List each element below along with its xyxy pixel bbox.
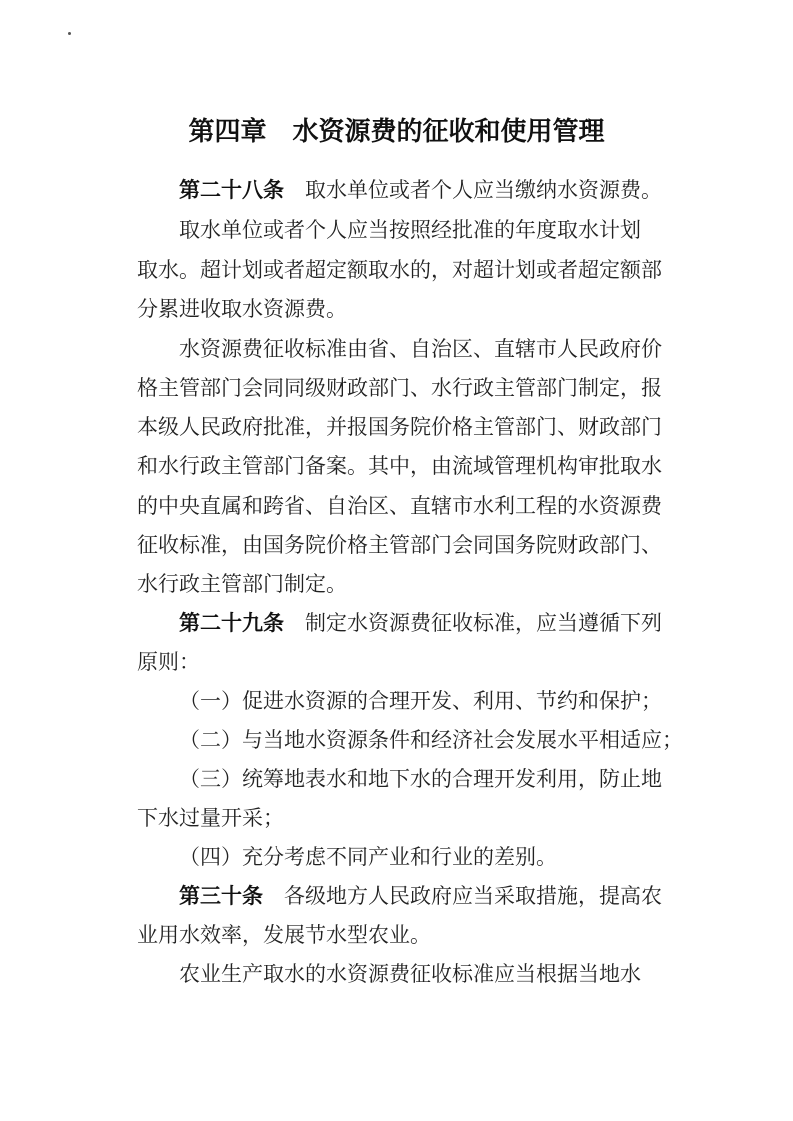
chapter-title: 水资源费的征收和使用管理 xyxy=(292,117,605,147)
article-28-line-9: 的中央直属和跨省、自治区、直辖市水利工程的水资源费 xyxy=(137,494,662,518)
article-30-line-1: 第三十条 各级地方人民政府应当采取措施，提高农 xyxy=(179,883,662,908)
article-28-line-4: 分累进收取水资源费。 xyxy=(137,297,347,321)
article-28-line-7: 本级人民政府批准，并报国务院价格主管部门、财政部门 xyxy=(137,415,662,439)
article-29-number: 第二十九条 xyxy=(179,610,284,635)
article-28-line-10: 征收标准，由国务院价格主管部门会同国务院财政部门、 xyxy=(137,533,662,557)
article-28-line-2: 取水单位或者个人应当按照经批准的年度取水计划 xyxy=(179,218,641,242)
article-28-line-8: 和水行政主管部门备案。其中，由流域管理机构审批取水 xyxy=(137,454,662,478)
article-28-line-6: 格主管部门会同同级财政部门、水行政主管部门制定，报 xyxy=(137,376,662,400)
article-28-line-5: 水资源费征收标准由省、自治区、直辖市人民政府价 xyxy=(179,337,662,361)
scan-speck xyxy=(68,32,71,35)
article-30-number: 第三十条 xyxy=(179,883,263,908)
article-30-line-3: 农业生产取水的水资源费征收标准应当根据当地水 xyxy=(179,962,641,986)
article-30-line-2: 业用水效率，发展节水型农业。 xyxy=(137,923,431,947)
article-29-item-2: （二）与当地水资源条件和经济社会发展水平相适应； xyxy=(179,728,683,752)
article-29-line-1: 第二十九条 制定水资源费征收标准，应当遵循下列 xyxy=(179,610,662,635)
article-28-line-11: 水行政主管部门制定。 xyxy=(137,572,347,596)
article-28-line-3: 取水。超计划或者超定额取水的，对超计划或者超定额部 xyxy=(137,258,662,282)
article-29-line-2: 原则： xyxy=(137,650,200,674)
article-28-number: 第二十八条 xyxy=(179,177,284,202)
article-29-item-3-cont: 下水过量开采； xyxy=(137,806,284,830)
article-29-item-1: （一）促进水资源的合理开发、利用、节约和保护； xyxy=(179,689,662,713)
article-29-item-3: （三）统筹地表水和地下水的合理开发利用，防止地 xyxy=(179,767,662,791)
chapter-number: 第四章 xyxy=(188,117,267,147)
article-28-line-1: 第二十八条 取水单位或者个人应当缴纳水资源费。 xyxy=(179,177,662,202)
article-29-item-4: （四）充分考虑不同产业和行业的差别。 xyxy=(179,845,557,869)
chapter-heading xyxy=(0,112,793,152)
